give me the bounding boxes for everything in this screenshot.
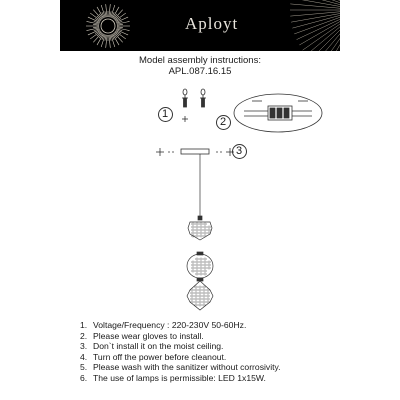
assembly-title: Model assembly instructions:	[139, 55, 261, 66]
instruction-text: Please wear gloves to install.	[93, 330, 204, 341]
instruction-text: Don`t install it on the moist ceiling.	[93, 341, 224, 352]
step-2-number: 2	[220, 116, 227, 128]
instruction-item	[80, 352, 281, 363]
instruction-item	[80, 341, 281, 352]
instruction-text: The use of lamps is permissible: LED 1x15W.	[93, 372, 266, 383]
instruction-number: 3.	[80, 341, 88, 352]
step-2-connector-diagram	[232, 92, 324, 134]
model-number: APL.087.16.15	[168, 66, 232, 77]
instruction-number: 4.	[80, 351, 88, 362]
instruction-number: 2.	[80, 330, 88, 341]
instruction-text: Please wash with the sanitizer without corrosivity.	[93, 362, 281, 373]
instruction-number: 5.	[80, 362, 88, 373]
instruction-number: 6.	[80, 372, 88, 383]
instruction-item	[80, 362, 281, 373]
brand-name: Aployt	[185, 14, 239, 33]
instruction-list	[80, 320, 281, 384]
step-1-screw-diagram	[176, 86, 216, 126]
instruction-number: 1.	[80, 320, 88, 330]
instruction-item	[80, 373, 281, 384]
instruction-text: Voltage/Frequency : 220-230V 50-60Hz.	[93, 320, 247, 330]
step-3-number: 3	[236, 145, 243, 157]
instruction-item	[80, 320, 281, 331]
brand-header	[60, 0, 340, 51]
instruction-item	[80, 331, 281, 342]
step-1-number: 1	[162, 108, 169, 120]
pendant-lamp-diagram	[170, 150, 230, 320]
instruction-text: Turn off the power before cleanout.	[93, 351, 227, 362]
